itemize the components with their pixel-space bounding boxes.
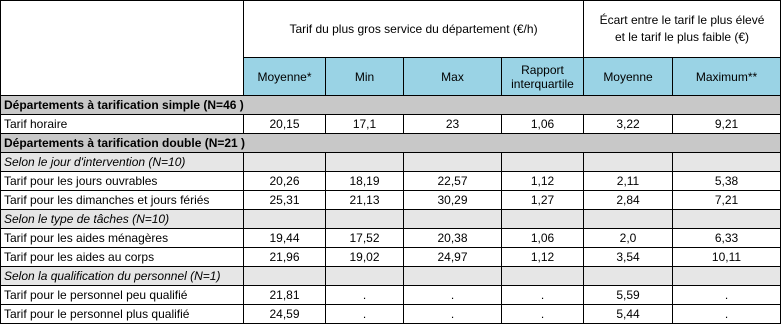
section-row-simple (1, 96, 781, 115)
cell-ecart-moyenne: 3,22 (584, 115, 673, 134)
header-group-ecart-line1: Écart entre le tarif le plus élevé (599, 13, 765, 27)
cell-moyenne: 20,26 (244, 172, 326, 191)
cell-max: 20,38 (404, 229, 502, 248)
table-row (1, 191, 781, 210)
table-row (1, 305, 781, 324)
table-row (1, 248, 781, 267)
section-row-double (1, 134, 781, 153)
cell-ecart-moyenne: 2,11 (584, 172, 673, 191)
cell-moyenne: 20,15 (244, 115, 326, 134)
header-group-ecart (584, 1, 781, 58)
section-label: Départements à tarification simple (N=46 ) (1, 96, 781, 115)
row-label: Tarif horaire (1, 115, 244, 134)
cell-max: . (404, 305, 502, 324)
table-row (1, 115, 781, 134)
cell-moyenne: 25,31 (244, 191, 326, 210)
col-header-rapport-line2: interquartile (511, 76, 574, 91)
cell-moyenne: 24,59 (244, 305, 326, 324)
header-empty-cell (1, 1, 244, 58)
cell-ecart-maximum: 9,21 (673, 115, 781, 134)
cell-rapport: 1,06 (502, 229, 584, 248)
col-header-moyenne: Moyenne* (244, 58, 326, 96)
subsection-row-jour (1, 153, 781, 172)
col-header-ecart-maximum: Maximum** (673, 58, 781, 96)
cell-max: 30,29 (404, 191, 502, 210)
cell-min: 18,19 (326, 172, 404, 191)
cell-ecart-maximum: 7,21 (673, 191, 781, 210)
table-row (1, 286, 781, 305)
col-header-rapport-interquartile (502, 58, 584, 96)
cell-ecart-moyenne: 3,54 (584, 248, 673, 267)
cell-moyenne: 19,44 (244, 229, 326, 248)
cell-rapport: 1,06 (502, 115, 584, 134)
cell-min: . (326, 305, 404, 324)
cell-min: . (326, 286, 404, 305)
cell-max: . (404, 286, 502, 305)
col-header-rapport-line1: Rapport (521, 62, 564, 77)
cell-min: 17,52 (326, 229, 404, 248)
header-group-tarif: Tarif du plus gros service du département (€/h) (244, 1, 584, 58)
subsection-label: Selon le type de tâches (N=10) (1, 210, 244, 229)
header-group-ecart-line2: et le tarif le plus faible (€) (614, 30, 750, 44)
cell-min: 17,1 (326, 115, 404, 134)
cell-rapport: . (502, 286, 584, 305)
cell-ecart-moyenne: 5,44 (584, 305, 673, 324)
table-row (1, 229, 781, 248)
row-label: Tarif pour le personnel plus qualifié (1, 305, 244, 324)
cell-max: 23 (404, 115, 502, 134)
subsection-label: Selon la qualification du personnel (N=1) (1, 267, 244, 286)
cell-ecart-moyenne: 2,0 (584, 229, 673, 248)
cell-rapport: 1,12 (502, 248, 584, 267)
col-header-ecart-moyenne: Moyenne (584, 58, 673, 96)
cell-ecart-moyenne: 5,59 (584, 286, 673, 305)
cell-ecart-maximum: 6,33 (673, 229, 781, 248)
row-label: Tarif pour les jours ouvrables (1, 172, 244, 191)
cell-rapport: 1,12 (502, 172, 584, 191)
cell-ecart-maximum: . (673, 305, 781, 324)
subsection-row-qualif (1, 267, 781, 286)
header-empty-cell (1, 58, 244, 96)
row-label: Tarif pour les dimanches et jours fériés (1, 191, 244, 210)
cell-moyenne: 21,96 (244, 248, 326, 267)
row-label: Tarif pour les aides au corps (1, 248, 244, 267)
cell-ecart-maximum: 10,11 (673, 248, 781, 267)
cell-max: 24,97 (404, 248, 502, 267)
row-label: Tarif pour le personnel peu qualifié (1, 286, 244, 305)
subsection-label: Selon le jour d'intervention (N=10) (1, 153, 244, 172)
header-group-row (1, 1, 781, 58)
col-header-max: Max (404, 58, 502, 96)
header-columns-row (1, 58, 781, 96)
cell-min: 21,13 (326, 191, 404, 210)
cell-rapport: 1,27 (502, 191, 584, 210)
col-header-min: Min (326, 58, 404, 96)
cell-ecart-maximum: 5,38 (673, 172, 781, 191)
row-label: Tarif pour les aides ménagères (1, 229, 244, 248)
cell-max: 22,57 (404, 172, 502, 191)
cell-ecart-moyenne: 2,84 (584, 191, 673, 210)
subsection-row-taches (1, 210, 781, 229)
cell-rapport: . (502, 305, 584, 324)
cell-min: 19,02 (326, 248, 404, 267)
table-row (1, 172, 781, 191)
cell-ecart-maximum: . (673, 286, 781, 305)
section-label: Départements à tarification double (N=21 ) (1, 134, 781, 153)
cell-moyenne: 21,81 (244, 286, 326, 305)
